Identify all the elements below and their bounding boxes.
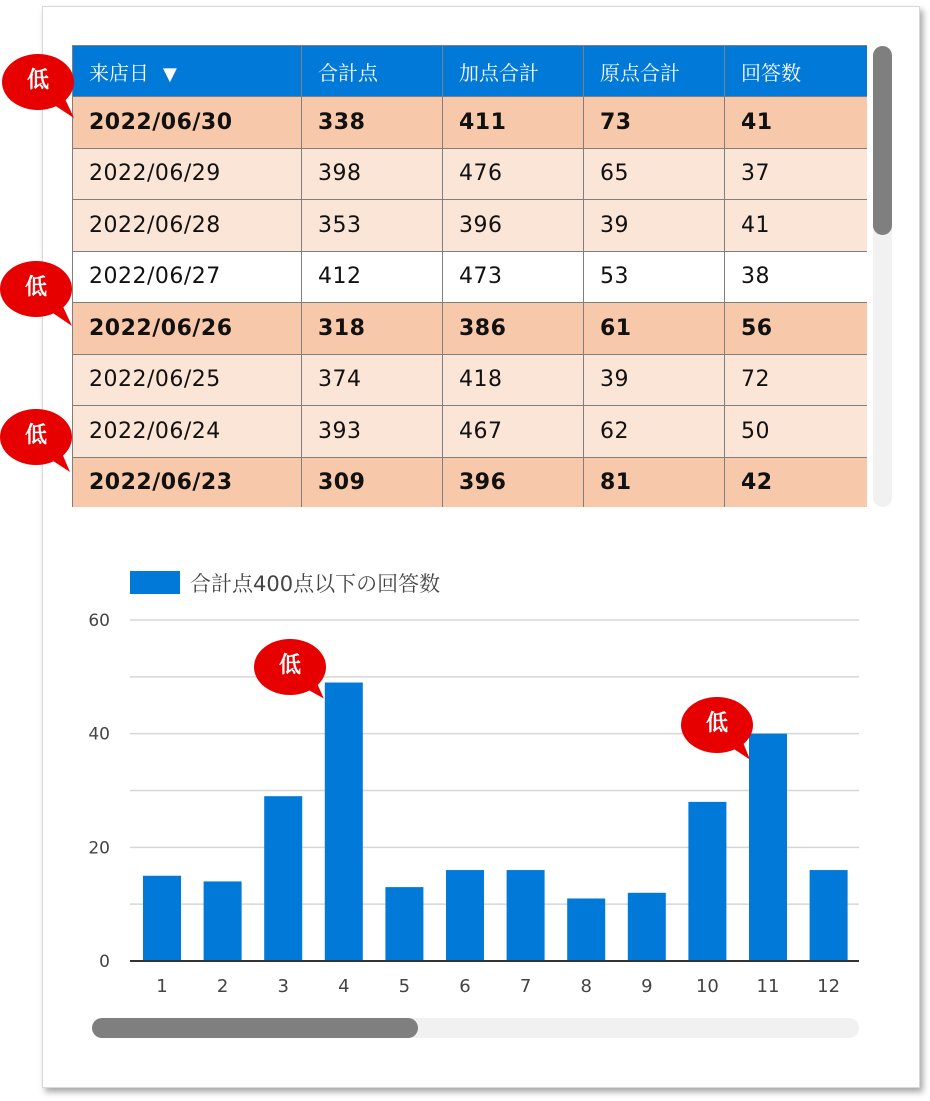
- cell-date: 2022/06/28: [73, 200, 302, 252]
- cell-answer-count: 50: [725, 406, 868, 458]
- cell-total: 338: [302, 97, 443, 149]
- callout-label: 低: [26, 68, 49, 93]
- cell-total: 309: [302, 457, 443, 507]
- cell-total: 318: [302, 303, 443, 355]
- column-header-answer-count[interactable]: 回答数: [725, 46, 868, 97]
- x-tick-label: 9: [641, 976, 653, 997]
- cell-base-total: 81: [584, 457, 725, 507]
- cell-date: 2022/06/27: [73, 251, 302, 303]
- cell-base-total: 39: [584, 200, 725, 252]
- x-tick-label: 5: [398, 976, 411, 997]
- cell-plus-total: 467: [443, 406, 584, 458]
- cell-plus-total: 473: [443, 251, 584, 303]
- y-tick-label: 60: [88, 611, 110, 631]
- cell-base-total: 61: [584, 303, 725, 355]
- x-tick-label: 11: [756, 976, 780, 997]
- callout-label: 低: [24, 275, 47, 300]
- sort-down-icon[interactable]: ▼: [163, 63, 177, 85]
- cell-plus-total: 411: [443, 97, 584, 149]
- column-header-plus-total[interactable]: 加点合計: [443, 46, 584, 97]
- cell-total: 353: [302, 200, 443, 252]
- cell-date: 2022/06/24: [73, 406, 302, 458]
- cell-total: 412: [302, 251, 443, 303]
- cell-answer-count: 41: [725, 97, 868, 149]
- x-tick-label: 10: [695, 976, 719, 997]
- legend-label: 合計点400点以下の回答数: [190, 572, 441, 596]
- cell-base-total: 39: [584, 354, 725, 406]
- cell-answer-count: 42: [725, 457, 868, 507]
- cell-answer-count: 56: [725, 303, 868, 355]
- y-tick-label: 0: [99, 952, 110, 972]
- cell-base-total: 53: [584, 251, 725, 303]
- cell-base-total: 65: [584, 148, 725, 200]
- cell-answer-count: 38: [725, 251, 868, 303]
- y-tick-label: 40: [88, 724, 110, 745]
- cell-plus-total: 418: [443, 354, 584, 406]
- x-tick-label: 12: [817, 976, 841, 997]
- cell-base-total: 73: [584, 97, 725, 149]
- x-tick-label: 8: [580, 976, 592, 997]
- cell-date: 2022/06/23: [73, 457, 302, 507]
- cell-plus-total: 396: [443, 200, 584, 252]
- callout-label: 低: [705, 711, 728, 736]
- cell-plus-total: 386: [443, 303, 584, 355]
- x-tick-label: 3: [277, 976, 289, 997]
- cell-plus-total: 396: [443, 457, 584, 507]
- cell-total: 398: [302, 148, 443, 200]
- cell-total: 374: [302, 354, 443, 406]
- cell-total: 393: [302, 406, 443, 458]
- cell-date: 2022/06/25: [73, 354, 302, 406]
- x-tick-label: 4: [338, 976, 350, 997]
- column-header-base-total[interactable]: 原点合計: [584, 46, 725, 97]
- callout-label: 低: [278, 653, 301, 678]
- cell-answer-count: 72: [725, 354, 868, 406]
- cell-plus-total: 476: [443, 148, 584, 200]
- x-tick-label: 6: [459, 976, 471, 997]
- cell-base-total: 62: [584, 406, 725, 458]
- cell-answer-count: 41: [725, 200, 868, 252]
- cell-date: 2022/06/30: [73, 97, 302, 149]
- cell-date: 2022/06/29: [73, 148, 302, 200]
- y-tick-label: 20: [88, 838, 110, 859]
- column-header-date[interactable]: 来店日 ▼: [73, 46, 302, 97]
- cell-date: 2022/06/26: [73, 303, 302, 355]
- x-tick-label: 2: [216, 976, 229, 997]
- callout-label: 低: [24, 423, 47, 448]
- x-tick-label: 1: [156, 976, 168, 997]
- cell-answer-count: 37: [725, 148, 868, 200]
- column-header-total[interactable]: 合計点: [302, 46, 443, 97]
- x-tick-label: 7: [519, 976, 532, 997]
